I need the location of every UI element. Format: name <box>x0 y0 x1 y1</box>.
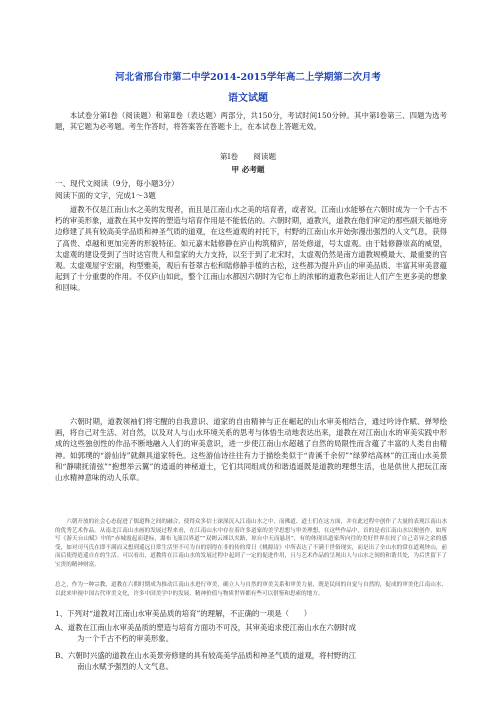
passage-paragraph-2: 六朝时期，道教领袖们将宅醒的自我意识、道家的自由精神与正在崛起的山水审美相结合，通过吟诗作赋、弹琴绘画，将自己对生活、对自然，以及对人与山水环境关系的思考与体悟生动地表达出来，道教在对江南山水的审美实践中形成的这些独创性的作品不断地融入人们的审美意识，进一步使江南山水超越了自然的局限性而含蕴了丰富的人类自由精神。如郭璞的“游仙诗”就颇具道家特色。这些游仙诗往往有力于描绘类似于“青溪千余仞”“绿萝结高林”的江南山水美景和“静啸抚清弦”“抱想举云翼”的逍遥的神秘道士，它们共同组成仿和谐逍遥既是道教的理想生活，也是供世人把玩江南山水精神意味的动人乐章。 <box>55 417 447 483</box>
volume-heading: 第Ⅰ卷 阅读题 <box>219 152 277 161</box>
section-heading: 甲 必考题 <box>231 165 265 174</box>
passage-paragraph-1: 道教不仅是江南山水之美的发现者，而且是江南山水之美的培育者，或者说，江南山水能够在六朝时成为一个千古不朽的审美形象，道教在其中发挥的塑造与培育作用是不能低估的。六朝时期，道教兴，道教在他们审定的那些副天福地旁边修建了具有较高美学品质和神圣气质的道观，在这些道观的衬托下，村野的江南山水开始弥漫出强烈的人文气息，获得了高贵、卓越和更加完善的形貌特征。如元嘉末陆修静在庐山构筑精庐，居处修道，号太虚观。由于陆修静崇高的威望，太虚观的建设受到了当时达官贵人和皇家的大力支持，以至于到了北宋时，太虚观仍然是南方道教规模最大、最重要的宫观。太虚观屋宇宏丽，构型雅美，观后有苍翠古松和陆修静手植的古松，这些都为提升庐山的审美品质、丰富其审美意蕴起到了十分重要的作用。不仅庐山如此，整个江南山水都因六朝时为它布上的浓郁的道教色彩而让人们产生更多美的想象和回味。 <box>55 205 447 293</box>
fine-print-conclusion: 总之，作为一种宗教，道教在六朝时期成为推动江南山水进行审美，确立人与自然的审美关系和审美力量，既是民间的自觉与自然的，促成的审美化江南山水，以此来审视中国古代审美文化，许多中国美学中的发展、精神价值与物质世界都有些可以借鉴和思索的地方。 <box>55 582 447 597</box>
question-stem: 1、下列对“道教对江南山水审美品质的培育”的理解，不正确的一项是（ ） <box>55 609 312 618</box>
fine-print-paragraph: 六朝开放的社会心态促进了儒道释之间的融合，使得众多信士深深沉入江南山水之中，而佛道、道士们在这方面，并在此过程中创作了大量的表现江南山水的优秀艺术作品。从南北江南山水画的发展过程来看，在江南山水中存在着许多道家的美学思想与审美理想，在这些作品中，首的是看江南山水以便创作，如所写《游天台山赋》中的“赤城霞起而建标，瀑布飞流以界道”“双阙云竦以夹路，琼台中天而悬居”，有的体现出道家所向往的美好世界在较了自己奇异之余的感受，如对司马氏在即不满而又想到遥远日常生活里不可为自的别得在非的传的常日《桃源诗》中所表达了不满于世俗现实，而是出了全山水的常在道观钟山，前而后使得逍遥自在的生活。可以看出，道教将在江南山水的发展过程中起到了一定的促进作用，且与艺术作品的呈现出人与山水之间的和谐共处，为后世留下了宝贵的精神财富。 <box>55 519 447 568</box>
option-a-continuation: 为一个千古不朽的审美形象。 <box>77 634 174 644</box>
option-a-text: A、道教在江南山水审美品质的塑造与培育方面功不可没，其审美追求使江南山水在六朝时成 <box>55 623 356 632</box>
option-b <box>55 650 447 672</box>
part-heading: 一、现代文阅读（9分，每小题3分） <box>55 179 179 188</box>
option-a <box>55 622 447 644</box>
option-b-text: B、六朝时兴盛的道教在山水美景旁修建的具有较高美学品质和神圣气质的道观，将村野的江 <box>55 651 357 660</box>
exam-intro: 本试卷分第Ⅰ卷（阅读题）和第Ⅱ卷（表达题）两部分，共150分，考试时间150分钟。其中第Ⅰ卷第三、四题为选考题，其它题为必考题。考生作答时，将答案答在答题卡上，在本试卷上答题无效。 <box>55 111 447 132</box>
page-subtitle: 语文试题 <box>228 93 268 104</box>
option-b-continuation: 南山水赋予强烈的人文气息。 <box>77 662 174 672</box>
page-title: 河北省邢台市第二中学2014-2015学年高二上学期第二次月考 <box>115 72 381 83</box>
reading-instruction: 阅读下面的文字，完成1～3题 <box>55 191 156 200</box>
